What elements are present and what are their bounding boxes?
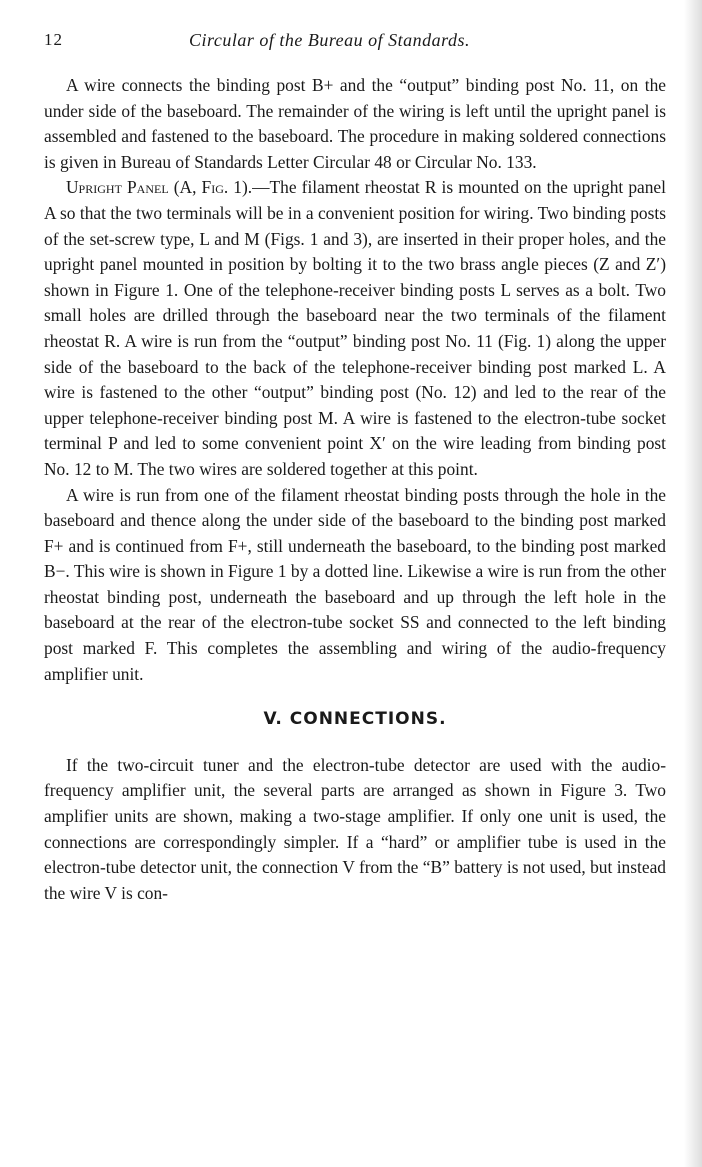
paragraph-lead-heading: Upright Panel (A, Fig. 1). bbox=[66, 177, 253, 198]
paragraph-upright-panel bbox=[44, 175, 666, 482]
running-header bbox=[44, 30, 664, 58]
page-number: 12 bbox=[44, 30, 63, 49]
page-edge-shadow bbox=[684, 0, 702, 1167]
paragraph-rheostat-wiring: A wire is run from one of the filament rheostat binding posts through the hole in the baseboard and thence along the under side of the baseboard to the binding post marked F+ and is continued from F+, still underneath the baseboard, to the binding post marked B−. This wire is shown in Figure 1 by a dotted line. Likewise a wire is run from the other rheostat binding post, underneath the baseboard and up through the left hole in the baseboard at the rear of the electron-tube socket SS and connected to the left binding post marked F. This completes the assembling and wiring of the audio-frequency amplifier unit. bbox=[44, 484, 666, 684]
body-text bbox=[44, 73, 666, 906]
running-title: Circular of the Bureau of Standards. bbox=[189, 30, 470, 50]
paragraph-wiring-baseboard: A wire connects the binding post B+ and the “output” binding post No. 11, on the under side of the baseboard. The remainder of the wiring is left until the upright panel is assembled and fastened to the baseboard. The procedure in making soldered connections is given in Bureau of Standards Letter Circular 48 or Circular No. 133. bbox=[44, 75, 666, 172]
paragraph-upright-panel-body: —The filament rheostat R is mounted on the upright panel A so that the two terminals will be in a convenient position for wiring. Two binding posts of the set-screw type, L and M (Figs. 1 and 3), are inserted in their proper holes, and the upright panel mounted in position by bolting it to the two brass angle pieces (Z and Z′) shown in Figure 1. One of the telephone-receiver binding posts L serves as a bolt. Two small holes are drilled through the baseboard near the two terminals of the filament rheostat R. A wire is run from the “output” binding post No. 11 (Fig. 1) along the upper side of the baseboard to the back of the telephone-receiver binding post marked L. A wire is fastened to the other “output” binding post (No. 12) and led to the rear of the upper telephone-receiver binding post M. A wire is fastened to the electron-tube socket terminal P and led to some convenient point X′ on the wire leading from binding post No. 12 to M. The two wires are soldered together at this point. bbox=[44, 177, 666, 479]
paragraph-connections: If the two-circuit tuner and the electron-tube detector are used with the audio-frequency amplifier unit, the several parts are arranged as shown in Figure 3. Two amplifier units are shown, making a two-stage amplifier. If only one unit is used, the connections are correspondingly simpler. If a “hard” or amplifier tube is used in the electron-tube detector unit, the connection V from the “B” battery is not used, but instead the wire V is con- bbox=[44, 754, 666, 903]
section-heading: V. CONNECTIONS. bbox=[263, 709, 447, 730]
